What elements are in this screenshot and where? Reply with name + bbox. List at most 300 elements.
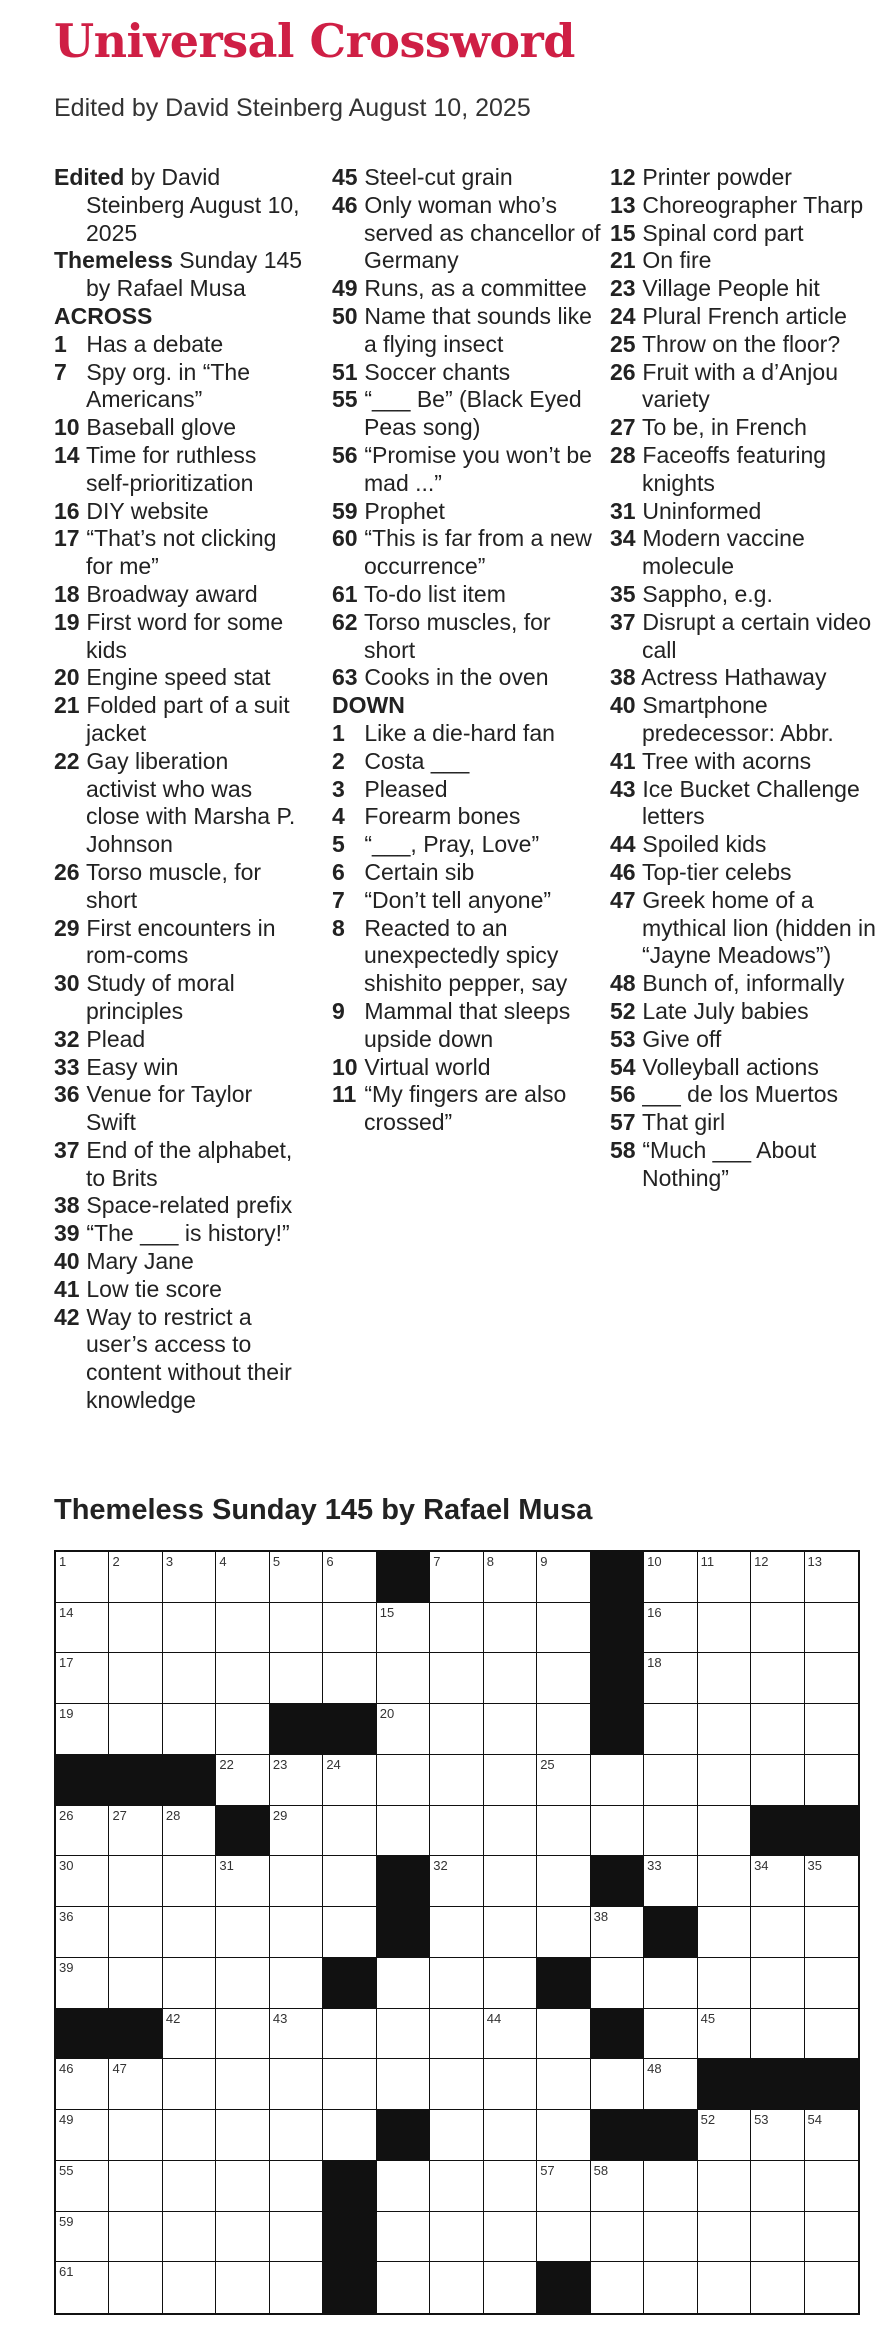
grid-cell[interactable] xyxy=(56,1704,109,1755)
clue-number: 40 xyxy=(54,1248,80,1275)
across-clue-59[interactable] xyxy=(332,498,602,526)
grid-cell[interactable] xyxy=(377,1704,430,1755)
down-clue-8[interactable] xyxy=(332,915,602,998)
clue-text: Disrupt a certain video call xyxy=(636,608,872,663)
grid-cell[interactable] xyxy=(56,2212,109,2263)
grid-cell[interactable] xyxy=(109,2212,162,2263)
down-clue-5[interactable] xyxy=(332,831,602,859)
grid-cell[interactable] xyxy=(270,1907,323,1958)
down-clue-47[interactable] xyxy=(610,887,876,970)
grid-cell[interactable] xyxy=(484,2161,537,2212)
grid-cell[interactable] xyxy=(270,1856,323,1907)
grid-cell[interactable] xyxy=(163,2212,216,2263)
grid-cell[interactable] xyxy=(430,2059,483,2110)
grid-cell[interactable] xyxy=(377,1755,430,1806)
grid-cell[interactable] xyxy=(484,1704,537,1755)
grid-cell[interactable] xyxy=(644,1755,697,1806)
down-clue-48[interactable] xyxy=(610,970,876,998)
grid-cell[interactable] xyxy=(270,2212,323,2263)
down-clue-54[interactable] xyxy=(610,1054,876,1082)
grid-cell[interactable] xyxy=(56,1958,109,2009)
clue-number: 31 xyxy=(610,497,636,524)
clue-number: 27 xyxy=(610,414,636,441)
grid-cell[interactable] xyxy=(805,1958,858,2009)
grid-cell[interactable] xyxy=(270,1552,323,1603)
down-clue-40[interactable] xyxy=(610,692,876,748)
grid-cell[interactable] xyxy=(537,1856,590,1907)
grid-cell[interactable] xyxy=(216,1552,269,1603)
grid-cell[interactable] xyxy=(698,1856,751,1907)
clue-number: 57 xyxy=(610,1109,636,1136)
grid-cell[interactable] xyxy=(644,1806,697,1857)
grid-cell[interactable] xyxy=(323,1603,376,1654)
down-clue-25[interactable] xyxy=(610,331,876,359)
grid-cell[interactable] xyxy=(591,1958,644,2009)
clue-text: Broadway award xyxy=(80,580,258,607)
grid-cell[interactable] xyxy=(430,2161,483,2212)
clue-text: End of the alphabet, to Brits xyxy=(80,1136,293,1191)
across-clue-16[interactable] xyxy=(54,498,304,526)
clue-number: 63 xyxy=(332,664,358,691)
grid-cell[interactable] xyxy=(591,2212,644,2263)
down-clue-57[interactable] xyxy=(610,1109,876,1137)
grid-cell[interactable] xyxy=(644,1603,697,1654)
grid-cell[interactable] xyxy=(163,2110,216,2161)
grid-cell[interactable] xyxy=(56,1653,109,1704)
clue-text: Prophet xyxy=(358,497,445,524)
grid-block xyxy=(591,2009,644,2060)
grid-cell[interactable] xyxy=(216,2212,269,2263)
grid-cell[interactable] xyxy=(805,1704,858,1755)
down-clue-31[interactable] xyxy=(610,498,876,526)
grid-cell[interactable] xyxy=(377,1806,430,1857)
grid-cell[interactable] xyxy=(56,1806,109,1857)
grid-cell[interactable] xyxy=(270,2110,323,2161)
grid-cell[interactable] xyxy=(591,2059,644,2110)
grid-cell[interactable] xyxy=(698,2009,751,2060)
down-clue-6[interactable] xyxy=(332,859,602,887)
grid-cell[interactable] xyxy=(430,2110,483,2161)
down-clue-43[interactable] xyxy=(610,776,876,832)
grid-cell[interactable] xyxy=(163,1603,216,1654)
grid-cell[interactable] xyxy=(56,2059,109,2110)
across-clue-21[interactable] xyxy=(54,692,304,748)
grid-cell[interactable] xyxy=(270,1603,323,1654)
grid-cell[interactable] xyxy=(698,1603,751,1654)
grid-cell[interactable] xyxy=(109,2110,162,2161)
cell-number: 59 xyxy=(59,2213,74,2229)
down-clue-4[interactable] xyxy=(332,803,602,831)
down-clue-35[interactable] xyxy=(610,581,876,609)
across-clue-18[interactable] xyxy=(54,581,304,609)
grid-cell[interactable] xyxy=(644,2059,697,2110)
grid-cell[interactable] xyxy=(484,1603,537,1654)
down-clue-1[interactable] xyxy=(332,720,602,748)
grid-cell[interactable] xyxy=(484,1806,537,1857)
grid-cell[interactable] xyxy=(591,1806,644,1857)
grid-cell[interactable] xyxy=(430,2262,483,2313)
grid-cell[interactable] xyxy=(109,2161,162,2212)
across-clue-7[interactable] xyxy=(54,359,304,415)
down-clue-44[interactable] xyxy=(610,831,876,859)
across-clue-63[interactable] xyxy=(332,664,602,692)
grid-cell[interactable] xyxy=(751,1856,804,1907)
grid-cell[interactable] xyxy=(430,1958,483,2009)
grid-cell[interactable] xyxy=(377,2212,430,2263)
grid-cell[interactable] xyxy=(698,2161,751,2212)
across-clue-33[interactable] xyxy=(54,1054,304,1082)
down-clue-37[interactable] xyxy=(610,609,876,665)
grid-cell[interactable] xyxy=(805,1755,858,1806)
across-clue-22[interactable] xyxy=(54,748,304,859)
grid-block xyxy=(216,1806,269,1857)
grid-cell[interactable] xyxy=(537,1653,590,1704)
down-clue-15[interactable] xyxy=(610,220,876,248)
grid-cell[interactable] xyxy=(109,1704,162,1755)
grid-cell[interactable] xyxy=(537,1603,590,1654)
grid-cell[interactable] xyxy=(163,1958,216,2009)
grid-cell[interactable] xyxy=(56,1603,109,1654)
across-clue-1[interactable] xyxy=(54,331,304,359)
grid-cell[interactable] xyxy=(537,1755,590,1806)
down-clue-21[interactable] xyxy=(610,247,876,275)
across-clue-56[interactable] xyxy=(332,442,602,498)
grid-cell[interactable] xyxy=(698,1958,751,2009)
grid-cell[interactable] xyxy=(698,1907,751,1958)
grid-cell[interactable] xyxy=(109,1907,162,1958)
grid-cell[interactable] xyxy=(163,1653,216,1704)
grid-cell[interactable] xyxy=(109,1603,162,1654)
grid-cell[interactable] xyxy=(270,1653,323,1704)
across-clue-55[interactable] xyxy=(332,386,602,442)
grid-cell[interactable] xyxy=(270,2262,323,2313)
grid-cell[interactable] xyxy=(377,2161,430,2212)
across-clue-26[interactable] xyxy=(54,859,304,915)
grid-cell[interactable] xyxy=(644,1552,697,1603)
clue-number: 54 xyxy=(610,1053,636,1080)
grid-cell[interactable] xyxy=(751,1907,804,1958)
grid-block xyxy=(751,2059,804,2110)
grid-cell[interactable] xyxy=(430,1856,483,1907)
grid-cell[interactable] xyxy=(163,2009,216,2060)
grid-cell[interactable] xyxy=(216,1653,269,1704)
down-clue-3[interactable] xyxy=(332,776,602,804)
page-title: Universal Crossword xyxy=(54,14,575,68)
down-clue-52[interactable] xyxy=(610,998,876,1026)
grid-cell[interactable] xyxy=(216,1603,269,1654)
grid-cell[interactable] xyxy=(805,1552,858,1603)
grid-cell[interactable] xyxy=(805,2212,858,2263)
grid-cell[interactable] xyxy=(109,1958,162,2009)
grid-cell[interactable] xyxy=(163,1806,216,1857)
grid-cell[interactable] xyxy=(591,2161,644,2212)
grid-cell[interactable] xyxy=(216,2262,269,2313)
grid-cell[interactable] xyxy=(484,1552,537,1603)
down-clue-10[interactable] xyxy=(332,1054,602,1082)
across-clue-17[interactable] xyxy=(54,525,304,581)
grid-cell[interactable] xyxy=(537,1552,590,1603)
grid-cell[interactable] xyxy=(323,1653,376,1704)
grid-cell[interactable] xyxy=(537,2110,590,2161)
grid-cell[interactable] xyxy=(537,1806,590,1857)
grid-cell[interactable] xyxy=(591,1755,644,1806)
grid-cell[interactable] xyxy=(644,2161,697,2212)
grid-cell[interactable] xyxy=(751,1755,804,1806)
grid-cell[interactable] xyxy=(216,2161,269,2212)
across-clue-46[interactable] xyxy=(332,192,602,275)
across-clue-36[interactable] xyxy=(54,1081,304,1137)
clue-number: 61 xyxy=(332,580,358,607)
grid-cell[interactable] xyxy=(484,1755,537,1806)
grid-cell[interactable] xyxy=(751,1603,804,1654)
grid-cell[interactable] xyxy=(751,2110,804,2161)
across-clue-32[interactable] xyxy=(54,1026,304,1054)
grid-cell[interactable] xyxy=(270,2059,323,2110)
grid-cell[interactable] xyxy=(644,1856,697,1907)
grid-cell[interactable] xyxy=(644,1704,697,1755)
grid-cell[interactable] xyxy=(430,1907,483,1958)
grid-cell[interactable] xyxy=(537,2161,590,2212)
down-clue-41[interactable] xyxy=(610,748,876,776)
grid-cell[interactable] xyxy=(216,1907,269,1958)
grid-cell[interactable] xyxy=(698,1704,751,1755)
grid-cell[interactable] xyxy=(377,2009,430,2060)
down-clue-11[interactable] xyxy=(332,1081,602,1137)
grid-cell[interactable] xyxy=(323,1755,376,1806)
grid-cell[interactable] xyxy=(751,2009,804,2060)
grid-cell[interactable] xyxy=(751,1958,804,2009)
across-clue-37[interactable] xyxy=(54,1137,304,1193)
grid-cell[interactable] xyxy=(216,2110,269,2161)
grid-cell[interactable] xyxy=(109,2262,162,2313)
clue-number: 30 xyxy=(54,970,80,997)
grid-cell[interactable] xyxy=(216,1856,269,1907)
across-clue-19[interactable] xyxy=(54,609,304,665)
grid-cell[interactable] xyxy=(163,2161,216,2212)
down-clue-2[interactable] xyxy=(332,748,602,776)
down-clue-9[interactable] xyxy=(332,998,602,1054)
grid-cell[interactable] xyxy=(323,1806,376,1857)
grid-cell[interactable] xyxy=(805,2110,858,2161)
grid-cell[interactable] xyxy=(698,1755,751,1806)
grid-cell[interactable] xyxy=(430,1653,483,1704)
grid-cell[interactable] xyxy=(537,1907,590,1958)
grid-cell[interactable] xyxy=(698,2262,751,2313)
grid-cell[interactable] xyxy=(163,1907,216,1958)
grid-cell[interactable] xyxy=(323,1856,376,1907)
grid-cell[interactable] xyxy=(644,1653,697,1704)
down-clue-24[interactable] xyxy=(610,303,876,331)
grid-cell[interactable] xyxy=(537,2212,590,2263)
grid-cell[interactable] xyxy=(805,1856,858,1907)
grid-cell[interactable] xyxy=(56,2161,109,2212)
grid-cell[interactable] xyxy=(644,1958,697,2009)
grid-cell[interactable] xyxy=(56,1907,109,1958)
cell-number: 23 xyxy=(272,1756,288,1772)
grid-cell[interactable] xyxy=(698,2212,751,2263)
grid-cell[interactable] xyxy=(323,2059,376,2110)
across-clue-39[interactable] xyxy=(54,1220,304,1248)
clue-text: Top-tier celebs xyxy=(636,858,792,885)
down-clue-46[interactable] xyxy=(610,859,876,887)
grid-cell[interactable] xyxy=(751,1653,804,1704)
down-clue-38[interactable] xyxy=(610,664,876,692)
grid-cell[interactable] xyxy=(484,1958,537,2009)
across-clue-41[interactable] xyxy=(54,1276,304,1304)
across-clue-50[interactable] xyxy=(332,303,602,359)
across-clue-61[interactable] xyxy=(332,581,602,609)
grid-cell[interactable] xyxy=(270,1958,323,2009)
grid-cell[interactable] xyxy=(163,1856,216,1907)
grid-cell[interactable] xyxy=(377,1603,430,1654)
grid-cell[interactable] xyxy=(698,1653,751,1704)
grid-cell[interactable] xyxy=(109,1806,162,1857)
grid-cell[interactable] xyxy=(56,1552,109,1603)
clue-text: Bunch of, informally xyxy=(636,970,845,997)
grid-cell[interactable] xyxy=(377,1958,430,2009)
grid-cell[interactable] xyxy=(484,1907,537,1958)
grid-cell[interactable] xyxy=(484,2110,537,2161)
grid-block xyxy=(644,1907,697,1958)
grid-cell[interactable] xyxy=(270,1806,323,1857)
grid-cell[interactable] xyxy=(56,2262,109,2313)
clue-number: 39 xyxy=(54,1220,80,1247)
grid-cell[interactable] xyxy=(56,2110,109,2161)
grid-cell[interactable] xyxy=(216,1704,269,1755)
grid-cell[interactable] xyxy=(377,1653,430,1704)
grid-cell[interactable] xyxy=(323,1552,376,1603)
grid-cell[interactable] xyxy=(484,1856,537,1907)
down-clue-7[interactable] xyxy=(332,887,602,915)
grid-cell[interactable] xyxy=(216,1958,269,2009)
clue-text: DIY website xyxy=(80,497,209,524)
clue-text: Forearm bones xyxy=(358,803,521,830)
grid-cell[interactable] xyxy=(698,1552,751,1603)
grid-cell[interactable] xyxy=(805,1603,858,1654)
down-clue-53[interactable] xyxy=(610,1026,876,1054)
grid-cell[interactable] xyxy=(109,2059,162,2110)
down-clue-12[interactable] xyxy=(610,164,876,192)
grid-cell[interactable] xyxy=(537,2059,590,2110)
grid-cell[interactable] xyxy=(805,2009,858,2060)
grid-cell[interactable] xyxy=(591,1907,644,1958)
across-clue-29[interactable] xyxy=(54,915,304,971)
grid-cell[interactable] xyxy=(644,2212,697,2263)
grid-cell[interactable] xyxy=(270,2161,323,2212)
down-clue-13[interactable] xyxy=(610,192,876,220)
grid-cell[interactable] xyxy=(109,1552,162,1603)
across-clue-20[interactable] xyxy=(54,664,304,692)
grid-cell[interactable] xyxy=(805,1653,858,1704)
grid-cell[interactable] xyxy=(537,1704,590,1755)
grid-block xyxy=(377,1552,430,1603)
grid-cell[interactable] xyxy=(163,2262,216,2313)
grid-cell[interactable] xyxy=(430,1806,483,1857)
cell-number: 53 xyxy=(754,2112,769,2128)
grid-cell[interactable] xyxy=(430,1552,483,1603)
down-clue-23[interactable] xyxy=(610,275,876,303)
grid-cell[interactable] xyxy=(323,2110,376,2161)
down-clue-28[interactable] xyxy=(610,442,876,498)
grid-cell[interactable] xyxy=(751,1552,804,1603)
across-clue-62[interactable] xyxy=(332,609,602,665)
grid-cell[interactable] xyxy=(751,2161,804,2212)
grid-cell[interactable] xyxy=(216,2009,269,2060)
grid-cell[interactable] xyxy=(56,1856,109,1907)
across-clue-38[interactable] xyxy=(54,1192,304,1220)
grid-cell[interactable] xyxy=(377,2059,430,2110)
across-clue-14[interactable] xyxy=(54,442,304,498)
clue-text: Low tie score xyxy=(80,1275,222,1302)
clue-text: Mammal that sleeps upside down xyxy=(358,997,571,1052)
grid-cell[interactable] xyxy=(430,2009,483,2060)
grid-cell[interactable] xyxy=(484,2009,537,2060)
across-clue-51[interactable] xyxy=(332,359,602,387)
across-clue-49[interactable] xyxy=(332,275,602,303)
grid-cell[interactable] xyxy=(323,2009,376,2060)
grid-cell[interactable] xyxy=(751,2212,804,2263)
grid-cell[interactable] xyxy=(163,2059,216,2110)
grid-cell[interactable] xyxy=(537,2009,590,2060)
grid-cell[interactable] xyxy=(751,2262,804,2313)
grid-cell[interactable] xyxy=(430,2212,483,2263)
grid-cell[interactable] xyxy=(484,2212,537,2263)
grid-cell[interactable] xyxy=(109,1856,162,1907)
grid-cell[interactable] xyxy=(270,2009,323,2060)
down-clue-56[interactable] xyxy=(610,1081,876,1109)
across-clue-30[interactable] xyxy=(54,970,304,1026)
grid-cell[interactable] xyxy=(644,2262,697,2313)
grid-cell[interactable] xyxy=(270,1755,323,1806)
grid-cell[interactable] xyxy=(484,2059,537,2110)
grid-cell[interactable] xyxy=(323,1907,376,1958)
clue-text: Steel-cut grain xyxy=(358,164,513,190)
grid-cell[interactable] xyxy=(216,1755,269,1806)
grid-cell[interactable] xyxy=(377,2262,430,2313)
grid-cell[interactable] xyxy=(805,2262,858,2313)
grid-cell[interactable] xyxy=(591,2262,644,2313)
grid-cell[interactable] xyxy=(163,1552,216,1603)
grid-cell[interactable] xyxy=(805,2161,858,2212)
grid-cell[interactable] xyxy=(698,1806,751,1857)
down-clue-58[interactable] xyxy=(610,1137,876,1193)
grid-cell[interactable] xyxy=(751,1704,804,1755)
across-clue-40[interactable] xyxy=(54,1248,304,1276)
down-clue-27[interactable] xyxy=(610,414,876,442)
across-clue-60[interactable] xyxy=(332,525,602,581)
grid-cell[interactable] xyxy=(698,2110,751,2161)
grid-cell[interactable] xyxy=(805,1907,858,1958)
down-clue-34[interactable] xyxy=(610,525,876,581)
grid-block xyxy=(537,1958,590,2009)
grid-cell[interactable] xyxy=(109,1653,162,1704)
grid-cell[interactable] xyxy=(484,2262,537,2313)
clue-text: “Don’t tell anyone” xyxy=(358,886,552,913)
across-clue-42[interactable] xyxy=(54,1304,304,1415)
grid-cell[interactable] xyxy=(430,1704,483,1755)
down-clue-26[interactable] xyxy=(610,359,876,415)
clue-text: Give off xyxy=(636,1025,722,1052)
grid-cell[interactable] xyxy=(430,1603,483,1654)
clue-text: Virtual world xyxy=(358,1053,491,1080)
grid-cell[interactable] xyxy=(430,1755,483,1806)
grid-cell[interactable] xyxy=(163,1704,216,1755)
grid-cell[interactable] xyxy=(484,1653,537,1704)
across-clue-45[interactable] xyxy=(332,164,602,192)
across-clue-10[interactable] xyxy=(54,414,304,442)
grid-cell[interactable] xyxy=(216,2059,269,2110)
grid-cell[interactable] xyxy=(644,2009,697,2060)
